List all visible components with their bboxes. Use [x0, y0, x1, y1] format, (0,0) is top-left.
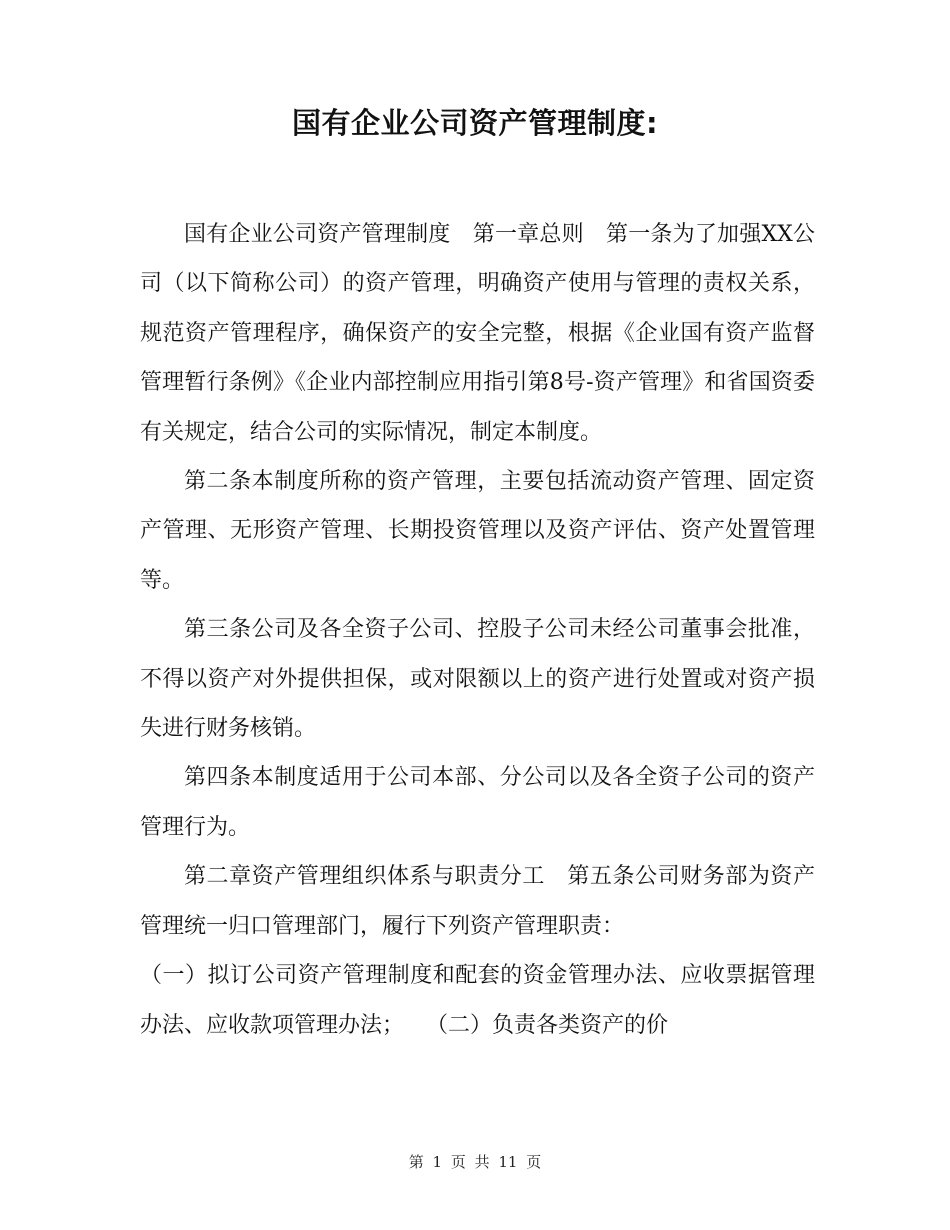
paragraph-general-provisions: 国有企业公司资产管理制度 第一章总则 第一条为了加强XX公司（以下简称公司）的资产管理，明确资产使用与管理的责权关系，规范资产管理程序，确保资产的安全完整，根据《企业国有资产监督管理暂行条例》《企业内部控制应用指引第8号-资产管理》和省国资委有关规定，结合公司的实际情况，制定本制度。 — [140, 222, 815, 445]
paragraph-duties-list: （一）拟订公司资产管理制度和配套的资金管理办法、应收票据管理办法、应收款项管理办法； （二）负责各类资产的价 — [140, 963, 815, 1038]
paragraph-chapter-2-article-5: 第二章资产管理组织体系与职责分工 第五条公司财务部为资产管理统一归口管理部门，履行下列资产管理职责： — [140, 864, 815, 939]
paragraph-article-3: 第三条公司及各全资子公司、控股子公司未经公司董事会批准，不得以资产对外提供担保，或对限额以上的资产进行处置或对资产损失进行财务核销。 — [140, 617, 815, 742]
document-body — [140, 210, 815, 1050]
page-number-footer: 第 1 页 共 11 页 — [408, 1153, 542, 1171]
paragraph-article-4: 第四条本制度适用于公司本部、分公司以及各全资子公司的资产管理行为。 — [140, 765, 815, 840]
document-title: 国有企业公司资产管理制度: — [291, 106, 659, 140]
paragraph-article-2: 第二条本制度所称的资产管理，主要包括流动资产管理、固定资产管理、无形资产管理、长期投资管理以及资产评估、资产处置管理等。 — [140, 469, 815, 593]
